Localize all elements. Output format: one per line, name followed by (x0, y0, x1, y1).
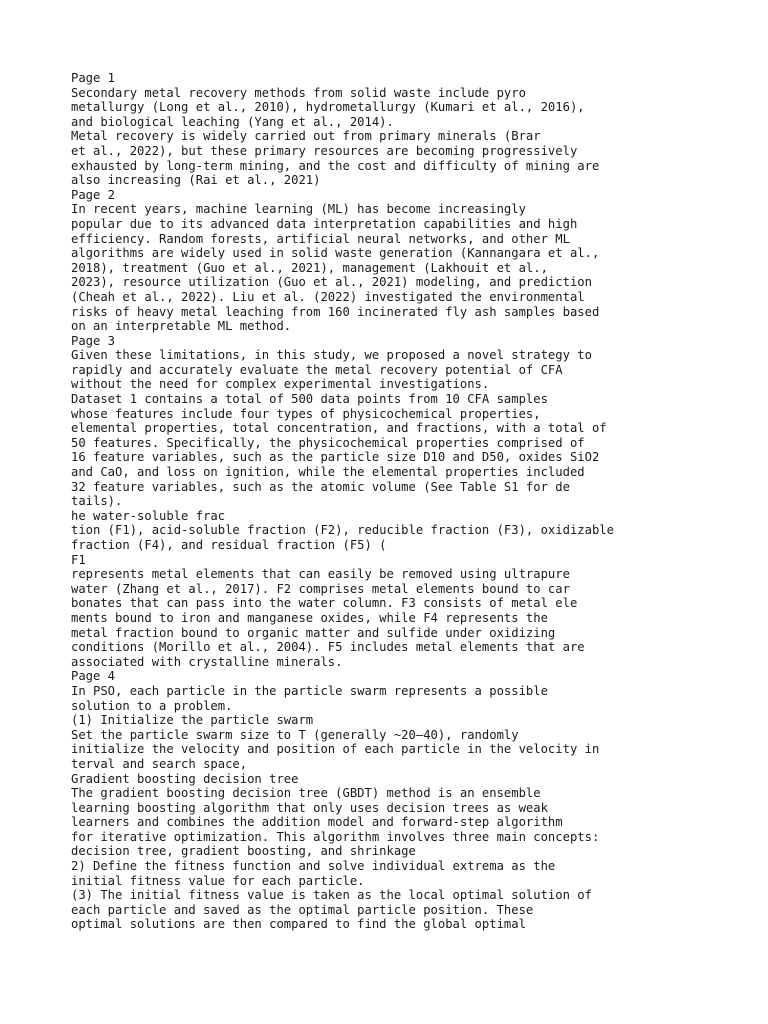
text-line: metallurgy (Long et al., 2010), hydrometallurgy (Kumari et al., 2016), (71, 100, 585, 115)
text-line: Metal recovery is widely carried out from primary minerals (Brar (71, 129, 541, 144)
text-line: for iterative optimization. This algorithm involves three main concepts: (71, 829, 600, 844)
text-line: algorithms are widely used in solid waste generation (Kannangara et al., (71, 246, 600, 261)
text-line: 2) Define the fitness function and solve individual extrema as the (71, 859, 556, 874)
text-line: et al., 2022), but these primary resources are becoming progressively (71, 143, 578, 158)
text-line: initialize the velocity and position of each particle in the velocity in (71, 742, 600, 757)
text-line: Secondary metal recovery methods from solid waste include pyro (71, 85, 526, 100)
text-line: tion (F1), acid-soluble fraction (F2), reducible fraction (F3), oxidizable (71, 523, 614, 538)
text-line: (3) The initial fitness value is taken as the local optimal solution of (71, 888, 592, 903)
text-line: In recent years, machine learning (ML) has become increasingly (71, 202, 526, 217)
text-line: 50 features. Specifically, the physicochemical properties comprised of (71, 435, 585, 450)
text-line: bonates that can pass into the water column. F3 consists of metal ele (71, 596, 578, 611)
text-line: ments bound to iron and manganese oxides, while F4 represents the (71, 610, 548, 625)
text-line: tails). (71, 494, 123, 509)
text-line: metal fraction bound to organic matter and sulfide under oxidizing (71, 625, 556, 640)
text-line: and CaO, and loss on ignition, while the elemental properties included (71, 465, 585, 480)
text-line: optimal solutions are then compared to find the global optimal (71, 917, 526, 932)
text-line: 16 feature variables, such as the particle size D10 and D50, oxides SiO2 (71, 450, 600, 465)
page-marker: Page 1 (71, 71, 116, 85)
text-line: decision tree, gradient boosting, and shrinkage (71, 844, 416, 859)
text-line: 2018), treatment (Guo et al., 2021), management (Lakhouit et al., (71, 260, 548, 275)
text-line: without the need for complex experimental investigations. (71, 377, 490, 392)
document-body (71, 71, 751, 932)
text-line: fraction (F4), and residual fraction (F5) ( (71, 538, 387, 552)
text-line: 2023), resource utilization (Guo et al., 2021) modeling, and prediction (71, 275, 592, 290)
text-line: terval and search space, (71, 756, 248, 771)
text-line: risks of heavy metal leaching from 160 incinerated fly ash samples based (71, 304, 600, 319)
text-line: Given these limitations, in this study, we proposed a novel strategy to (71, 348, 592, 363)
text-line: he water-soluble frac (71, 508, 226, 523)
text-line: elemental properties, total concentration, and fractions, with a total of (71, 421, 607, 436)
text-line: initial fitness value for each particle. (71, 873, 365, 888)
text-line: also increasing (Rai et al., 2021) (71, 173, 321, 188)
page-marker: Page 3 (71, 333, 116, 348)
text-line: each particle and saved as the optimal particle position. These (71, 902, 534, 917)
text-line: efficiency. Random forests, artificial neural networks, and other ML (71, 231, 570, 246)
text-line: solution to a problem. (71, 698, 233, 713)
page-marker: Page 4 (71, 669, 116, 684)
text-line: Set the particle swarm size to T (generally ~20–40), randomly (71, 727, 519, 742)
text-line: on an interpretable ML method. (71, 319, 292, 334)
text-line: and biological leaching (Yang et al., 2014). (71, 114, 394, 129)
text-line: popular due to its advanced data interpretation capabilities and high (71, 216, 578, 231)
text-line: The gradient boosting decision tree (GBDT) method is an ensemble (71, 786, 541, 801)
text-line: rapidly and accurately evaluate the metal recovery potential of CFA (71, 362, 563, 377)
text-line: (1) Initialize the particle swarm (71, 713, 314, 728)
text-line: 32 feature variables, such as the atomic volume (See Table S1 for de (71, 479, 570, 494)
text-line: Dataset 1 contains a total of 500 data points from 10 CFA samples (71, 392, 548, 407)
page-marker: Page 2 (71, 187, 116, 202)
text-line: F1 (71, 552, 86, 567)
text-line: water (Zhang et al., 2017). F2 comprises metal elements bound to car (71, 581, 570, 596)
text-line: conditions (Morillo et al., 2004). F5 includes metal elements that are (71, 640, 585, 655)
text-line: associated with crystalline minerals. (71, 654, 343, 669)
text-line: (Cheah et al., 2022). Liu et al. (2022) investigated the environmental (71, 289, 585, 304)
text-line: learners and combines the addition model and forward-step algorithm (71, 815, 563, 830)
text-line: whose features include four types of physicochemical properties, (71, 406, 541, 421)
text-line: Gradient boosting decision tree (71, 771, 299, 786)
text-line: represents metal elements that can easily be removed using ultrapure (71, 567, 570, 582)
text-line: exhausted by long-term mining, and the cost and difficulty of mining are (71, 158, 600, 173)
text-line: In PSO, each particle in the particle swarm represents a possible (71, 683, 548, 698)
text-line: learning boosting algorithm that only uses decision trees as weak (71, 800, 548, 815)
